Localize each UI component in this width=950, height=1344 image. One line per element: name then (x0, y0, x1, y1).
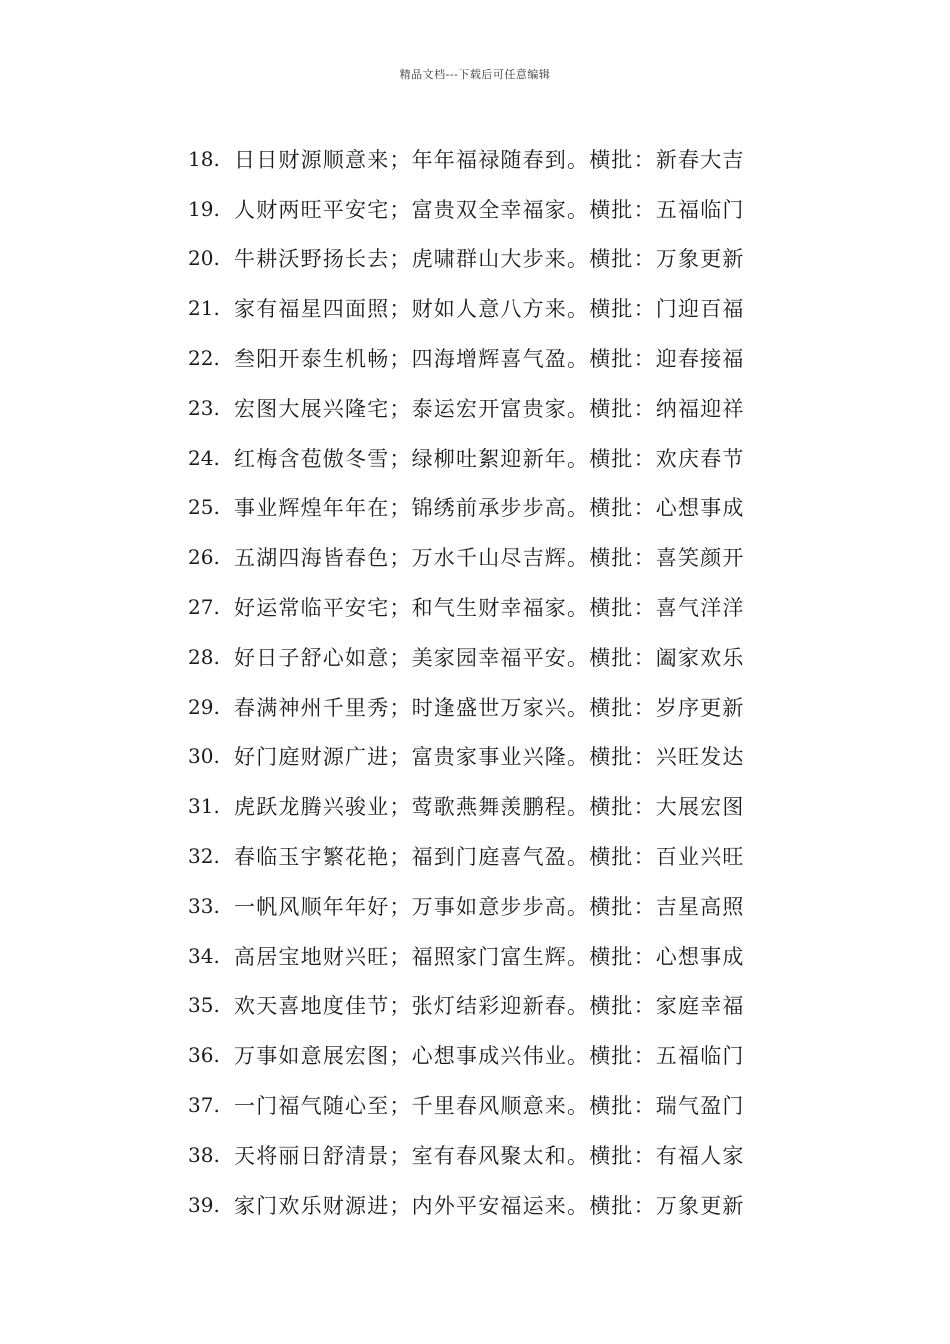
item-text: 万事如意展宏图；心想事成兴伟业。横批：五福临门 (234, 1044, 745, 1069)
item-number: 22. (188, 346, 220, 371)
item-text: 家门欢乐财源进；内外平安福运来。横批：万象更新 (234, 1193, 745, 1218)
item-text: 好运常临平安宅；和气生财幸福家。横批：喜气洋洋 (234, 596, 745, 621)
item-number: 28. (188, 644, 220, 669)
list-item (188, 184, 808, 234)
item-text: 好门庭财源广进；富贵家事业兴隆。横批：兴旺发达 (234, 745, 745, 770)
list-item (188, 234, 808, 284)
item-number: 31. (188, 794, 220, 819)
list-item (188, 283, 808, 333)
item-text: 欢天喜地度佳节；张灯结彩迎新春。横批：家庭幸福 (234, 994, 745, 1019)
item-text: 宏图大展兴隆宅；泰运宏开富贵家。横批：纳福迎祥 (234, 396, 745, 421)
item-number: 23. (188, 395, 220, 420)
item-number: 39. (188, 1192, 220, 1217)
item-text: 春临玉宇繁花艳；福到门庭喜气盈。横批：百业兴旺 (234, 845, 745, 870)
item-number: 24. (188, 445, 220, 470)
item-text: 好日子舒心如意；美家园幸福平安。横批：阖家欢乐 (234, 645, 745, 670)
list-item (188, 433, 808, 483)
item-text: 叁阳开泰生机畅；四海增辉喜气盈。横批：迎春接福 (234, 347, 745, 372)
item-text: 日日财源顺意来；年年福禄随春到。横批：新春大吉 (234, 147, 745, 172)
item-text: 家有福星四面照；财如人意八方来。横批：门迎百福 (234, 297, 745, 322)
item-number: 37. (188, 1093, 220, 1118)
item-number: 35. (188, 993, 220, 1018)
list-item (188, 333, 808, 383)
list-item (188, 483, 808, 533)
list-item (188, 1180, 808, 1230)
item-text: 一帆风顺年年好；万事如意步步高。横批：吉星高照 (234, 894, 745, 919)
item-number: 38. (188, 1142, 220, 1167)
couplet-list (188, 134, 808, 1230)
item-text: 天将丽日舒清景；室有春风聚太和。横批：有福人家 (234, 1143, 745, 1168)
item-text: 一门福气随心至；千里春风顺意来。横批：瑞气盈门 (234, 1094, 745, 1119)
item-number: 26. (188, 545, 220, 570)
list-item (188, 1030, 808, 1080)
item-number: 21. (188, 296, 220, 321)
page-header: 精品文档---下载后可任意编辑 (399, 68, 551, 81)
list-item (188, 1130, 808, 1180)
item-number: 25. (188, 495, 220, 520)
list-item (188, 931, 808, 981)
item-text: 人财两旺平安宅；富贵双全幸福家。横批：五福临门 (234, 197, 745, 222)
item-number: 36. (188, 1043, 220, 1068)
list-item (188, 383, 808, 433)
item-number: 34. (188, 943, 220, 968)
item-number: 33. (188, 893, 220, 918)
list-item (188, 881, 808, 931)
list-item (188, 781, 808, 831)
item-text: 虎跃龙腾兴骏业；莺歌燕舞羡鹏程。横批：大展宏图 (234, 795, 745, 820)
item-number: 32. (188, 844, 220, 869)
list-item (188, 632, 808, 682)
item-number: 19. (188, 196, 220, 221)
list-item (188, 582, 808, 632)
item-text: 高居宝地财兴旺；福照家门富生辉。横批：心想事成 (234, 944, 745, 969)
list-item (188, 831, 808, 881)
item-text: 事业辉煌年年在；锦绣前承步步高。横批：心想事成 (234, 496, 745, 521)
item-text: 五湖四海皆春色；万水千山尽吉辉。横批：喜笑颜开 (234, 546, 745, 571)
item-number: 27. (188, 595, 220, 620)
list-item (188, 532, 808, 582)
item-text: 红梅含苞傲冬雪；绿柳吐絮迎新年。横批：欢庆春节 (234, 446, 745, 471)
list-item (188, 732, 808, 782)
item-number: 29. (188, 694, 220, 719)
item-number: 30. (188, 744, 220, 769)
item-number: 20. (188, 246, 220, 271)
list-item (188, 682, 808, 732)
item-text: 春满神州千里秀；时逢盛世万家兴。横批：岁序更新 (234, 695, 745, 720)
list-item (188, 1080, 808, 1130)
list-item (188, 981, 808, 1031)
list-item (188, 134, 808, 184)
item-text: 牛耕沃野扬长去；虎啸群山大步来。横批：万象更新 (234, 247, 745, 272)
item-number: 18. (188, 146, 220, 171)
